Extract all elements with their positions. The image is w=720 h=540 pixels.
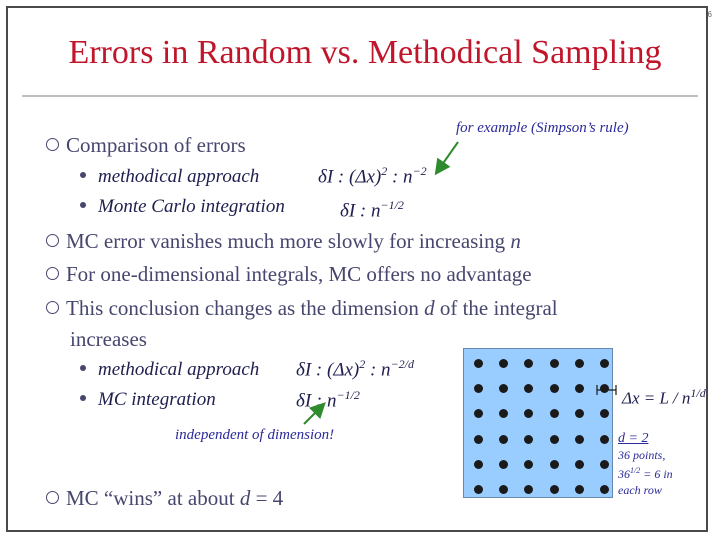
sub-bullet-methodical-2-text: methodical approach — [98, 359, 260, 380]
note-independent: independent of dimension! — [175, 427, 335, 443]
formula-sup: 2 — [381, 164, 388, 178]
bullet-comparison-text: Comparison of errors — [66, 133, 246, 157]
sub-bullet-mc-integration-text: MC integration — [98, 389, 216, 410]
page-number: 6 — [707, 10, 712, 19]
variable-d: d — [239, 486, 251, 510]
grid-caption-points: 36 points, — [618, 448, 666, 462]
arrow-to-methodical-formula — [437, 142, 458, 172]
formula-part: : n — [365, 359, 391, 381]
grid-caption-dimension: d = 2 — [618, 431, 649, 446]
bullet-conclusion-line2: increases — [70, 327, 147, 351]
formula-part: δI : n — [296, 390, 337, 412]
formula-part: δI : (Δx) — [318, 166, 382, 188]
formula-part: δI : (Δx) — [296, 359, 360, 381]
variable-d: d — [424, 296, 435, 320]
formula-part: δI : n — [340, 200, 381, 222]
sub-bullet-monte-carlo-text: Monte Carlo integration — [98, 196, 285, 217]
slide-title: Errors in Random vs. Methodical Sampling — [68, 34, 662, 71]
bullet-conclusion-text-end: of the integral — [434, 296, 558, 320]
grid-caption-part: = 6 in — [640, 467, 673, 481]
bullet-mc-slow-text: MC error vanishes much more slowly for increasing — [66, 229, 511, 253]
spacing-bracket — [597, 385, 616, 395]
formula-sup: 1/d — [690, 386, 706, 400]
arrow-to-mc-formula — [304, 405, 323, 424]
formula-sup: 2 — [359, 357, 366, 371]
bullet-mc-wins-text: MC “wins” at about — [66, 486, 240, 510]
formula-sup: −2 — [412, 164, 427, 178]
formula-sup: −2/d — [390, 357, 414, 371]
formula-part: Δx = L / n — [622, 388, 691, 408]
formula-part: : n — [387, 166, 413, 188]
grid-caption-sup: 1/2 — [630, 466, 641, 475]
sub-bullet-methodical-1-text: methodical approach — [98, 166, 260, 187]
bullet-one-dim-text: For one-dimensional integrals, MC offers no advantage — [66, 262, 532, 286]
bullet-mc-wins-text-end: = 4 — [250, 486, 284, 510]
variable-n: n — [510, 229, 521, 253]
note-simpson: for example (Simpson’s rule) — [456, 120, 629, 136]
grid-caption-each-row: each row — [618, 483, 662, 497]
bullet-conclusion-text: This conclusion changes as the dimension — [66, 296, 425, 320]
grid-caption-part: 36 — [618, 467, 630, 481]
formula-sup: −1/2 — [380, 198, 404, 212]
formula-sup: −1/2 — [336, 388, 360, 402]
